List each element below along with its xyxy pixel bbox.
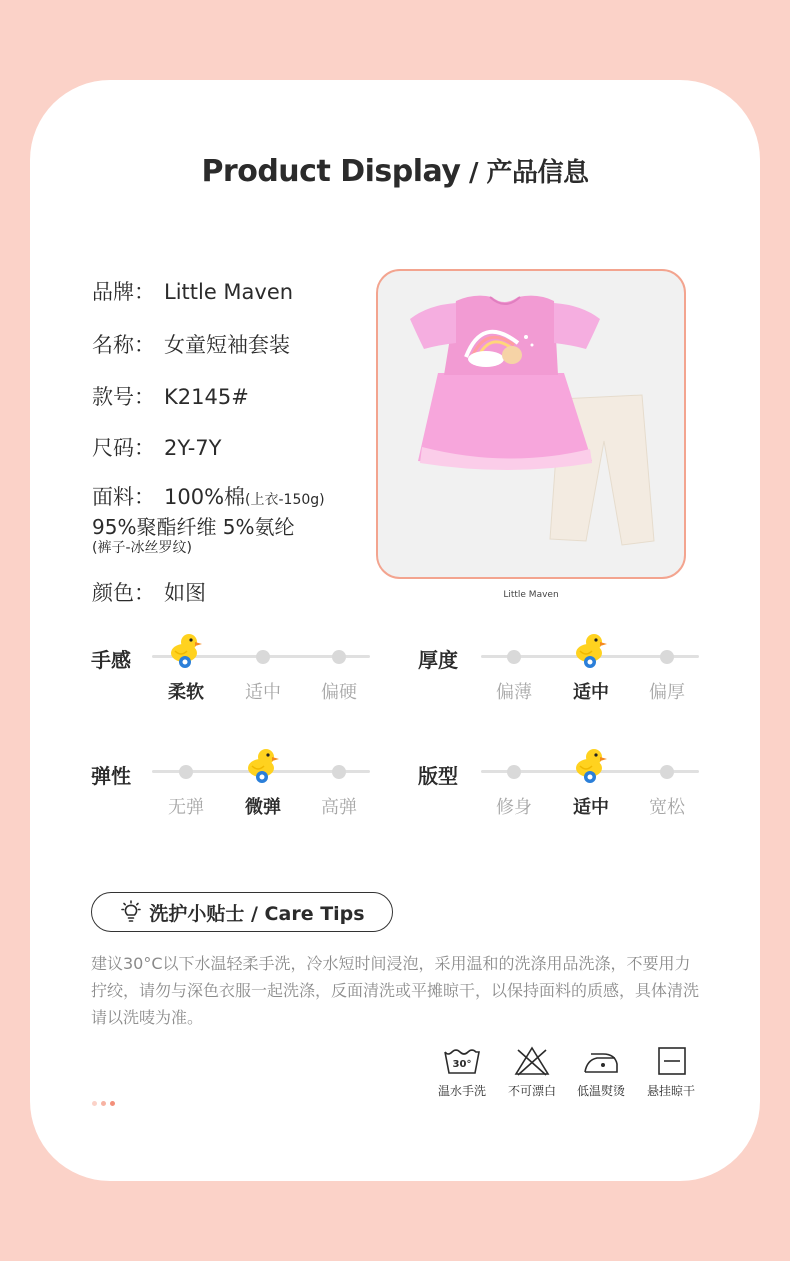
spec-brand — [92, 276, 293, 306]
scale-option-label: 偏薄 — [496, 682, 532, 703]
care-item-iron — [566, 1046, 636, 1099]
care-tips-label: 洗护小贴士 / Care Tips — [149, 902, 365, 925]
care-caption: 不可漂白 — [507, 1084, 556, 1098]
spec-note: (上衣-150g) — [245, 492, 325, 508]
scale-label-feel: 手感 — [91, 648, 131, 672]
wash-30-icon — [442, 1046, 482, 1076]
scale-option-label: 无弹 — [168, 797, 204, 818]
spec-label: 品牌： — [92, 280, 155, 304]
scale-option-label: 微弹 — [245, 797, 281, 818]
spec-fabric-line3: (裤子-冰丝罗纹) — [92, 540, 192, 556]
scale-option-label: 适中 — [573, 797, 609, 818]
care-item-wash — [427, 1046, 497, 1099]
scale-option-label: 宽松 — [649, 797, 685, 818]
page-dot — [101, 1101, 106, 1106]
photo-caption: Little Maven — [503, 590, 559, 600]
scale-label-elasticity: 弹性 — [91, 764, 131, 788]
lightbulb-icon — [119, 900, 143, 924]
product-photo — [376, 269, 686, 579]
scale-option-label: 偏厚 — [649, 682, 685, 703]
scale-option-label: 偏硬 — [321, 682, 357, 703]
no-bleach-icon — [512, 1046, 552, 1076]
scale-option-label: 适中 — [245, 682, 281, 703]
spec-value: 100%棉 — [164, 485, 246, 509]
spec-label: 名称： — [92, 333, 155, 357]
duck-marker-icon — [169, 631, 203, 669]
iron-low-icon — [581, 1046, 621, 1076]
scale-option-label: 柔软 — [168, 682, 204, 703]
scale-dot — [256, 650, 270, 664]
scale-option-label: 适中 — [573, 682, 609, 703]
spec-value: K2145# — [164, 385, 249, 409]
care-instructions: 建议30°C以下水温轻柔手洗，冷水短时间浸泡，采用温和的洗涤用品洗涤，不要用力拧绞，请勿与深色衣服一起洗涤，反面清洗或平摊晾干，以保持面料的质感，具体清洗请以洗唛为准。 — [91, 954, 700, 1027]
spec-label: 颜色： — [92, 581, 155, 605]
scale-dot — [660, 765, 674, 779]
scale-dot — [332, 650, 346, 664]
spec-name — [92, 329, 290, 359]
care-caption: 悬挂晾干 — [646, 1084, 695, 1098]
spec-value: 女童短袖套装 — [164, 333, 290, 357]
duck-marker-icon — [246, 746, 280, 784]
title-sep: / — [460, 158, 487, 188]
hang-dry-icon — [651, 1046, 691, 1076]
scale-dot — [507, 765, 521, 779]
scale-dot — [179, 765, 193, 779]
spec-fabric — [92, 481, 325, 511]
page-title — [0, 152, 790, 189]
spec-value: Little Maven — [164, 280, 294, 304]
care-tips-pill — [91, 892, 393, 932]
spec-fabric-line2: 95%聚酯纤维 5%氨纶 — [92, 515, 295, 539]
care-caption: 低温熨烫 — [576, 1084, 625, 1098]
scale-option-label: 修身 — [496, 797, 532, 818]
duck-marker-icon — [574, 746, 608, 784]
spec-value: 2Y-7Y — [164, 436, 222, 460]
page-dot — [110, 1101, 115, 1106]
wash-temp-text: 30° — [452, 1059, 472, 1070]
spec-label: 面料： — [92, 485, 155, 509]
care-caption: 温水手洗 — [437, 1084, 486, 1098]
care-item-bleach — [497, 1046, 567, 1099]
scale-dot — [660, 650, 674, 664]
care-item-dry — [636, 1046, 706, 1099]
scale-option-label: 高弹 — [321, 797, 357, 818]
title-en: Product Display — [201, 154, 461, 189]
duck-marker-icon — [574, 631, 608, 669]
scale-dot — [507, 650, 521, 664]
spec-model — [92, 381, 249, 411]
spec-color — [92, 577, 206, 607]
spec-value: 如图 — [164, 581, 206, 605]
title-cn: 产品信息 — [486, 158, 589, 188]
page-dots — [92, 1091, 119, 1110]
scale-label-fit: 版型 — [418, 764, 458, 788]
spec-label: 款号： — [92, 385, 155, 409]
scale-dot — [332, 765, 346, 779]
page-dot — [92, 1101, 97, 1106]
spec-size — [92, 432, 221, 462]
product-illustration — [378, 271, 684, 577]
scale-label-thickness: 厚度 — [418, 648, 458, 672]
spec-label: 尺码： — [92, 436, 155, 460]
